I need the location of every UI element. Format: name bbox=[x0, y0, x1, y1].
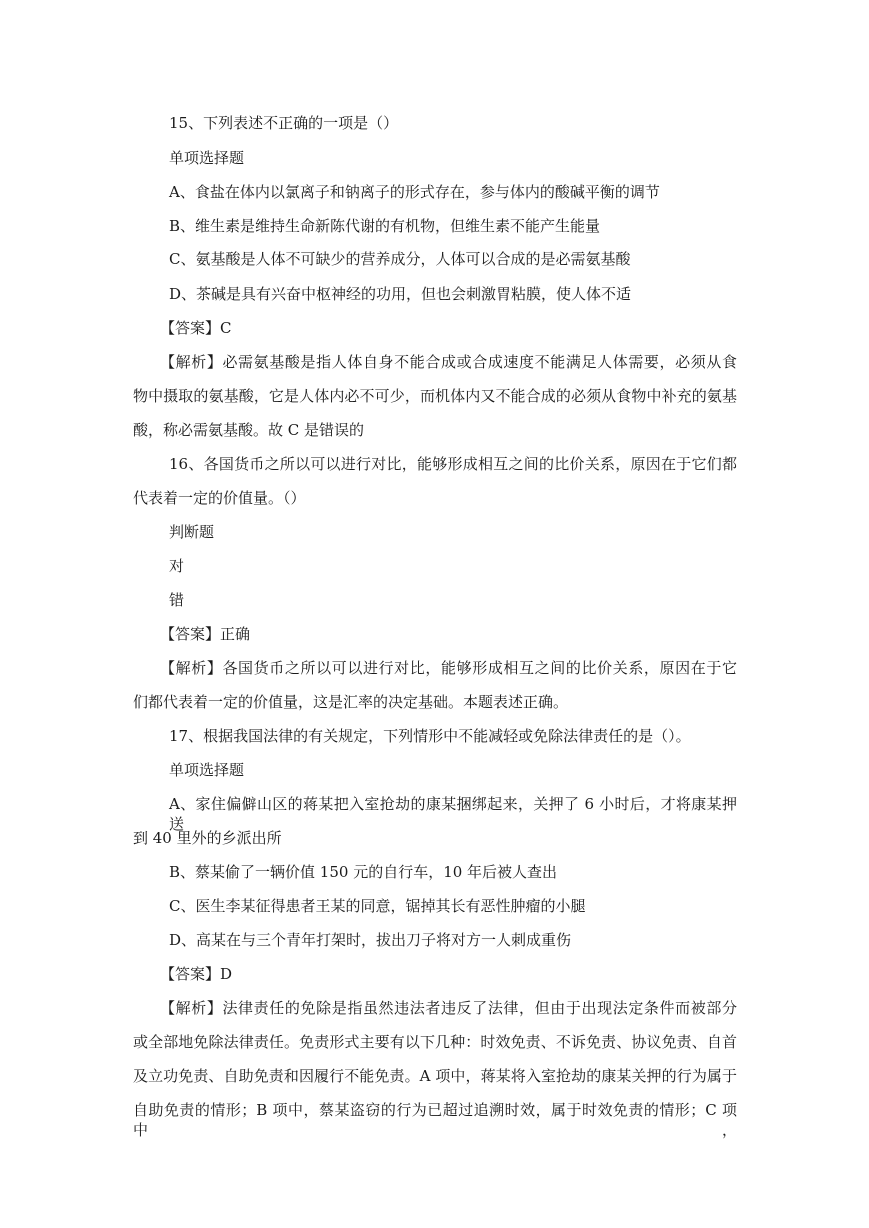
q15-analysis-line-2: 物中摄取的氨基酸，它是人体内必不可少，而机体内又不能合成的必须从食物中补充的氨基 bbox=[133, 387, 737, 405]
q16-option-false: 错 bbox=[169, 591, 185, 609]
q17-option-d: D、高某在与三个青年打架时，拔出刀子将对方一人刺成重伤 bbox=[169, 931, 572, 949]
q16-type: 判断题 bbox=[169, 523, 215, 541]
q15-option-c: C、氨基酸是人体不可缺少的营养成分，人体可以合成的是必需氨基酸 bbox=[169, 250, 631, 268]
q17-option-a-line-2: 到 40 里外的乡派出所 bbox=[133, 829, 282, 847]
q17-option-a-line-1: A、家住偏僻山区的蒋某把入室抢劫的康某捆绑起来，关押了 6 小时后，才将康某押送 bbox=[169, 795, 737, 833]
q17-type: 单项选择题 bbox=[169, 761, 245, 779]
q16-option-true: 对 bbox=[169, 557, 185, 575]
q15-analysis-line-3: 酸，称必需氨基酸。故 C 是错误的 bbox=[133, 421, 365, 439]
q17-answer: 【答案】D bbox=[160, 965, 233, 983]
q17-analysis-line-4: 自助免责的情形；B 项中，蔡某盗窃的行为已超过追溯时效，属于时效免责的情形；C 项中， bbox=[133, 1101, 737, 1139]
q16-question-line-1: 16、各国货币之所以可以进行对比，能够形成相互之间的比价关系，原因在于它们都 bbox=[169, 455, 737, 473]
q15-question: 15、下列表述不正确的一项是（） bbox=[169, 114, 399, 132]
q17-analysis-line-1: 【解析】法律责任的免除是指虽然违法者违反了法律，但由于出现法定条件而被部分 bbox=[160, 999, 737, 1017]
q17-analysis-line-3: 及立功免责、自助免责和因履行不能免责。A 项中，蒋某将入室抢劫的康某关押的行为属于 bbox=[133, 1067, 737, 1085]
q17-analysis-line-2: 或全部地免除法律责任。免责形式主要有以下几种：时效免责、不诉免责、协议免责、自首 bbox=[133, 1033, 737, 1051]
q17-option-c: C、医生李某征得患者王某的同意，锯掉其长有恶性肿瘤的小腿 bbox=[169, 897, 586, 915]
q15-analysis-line-1: 【解析】必需氨基酸是指人体自身不能合成或合成速度不能满足人体需要，必须从食 bbox=[160, 353, 737, 371]
q17-option-b: B、蔡某偷了一辆价值 150 元的自行车，10 年后被人查出 bbox=[169, 863, 558, 881]
q16-analysis-line-2: 们都代表着一定的价值量，这是汇率的决定基础。本题表述正确。 bbox=[133, 693, 569, 711]
q16-analysis-line-1: 【解析】各国货币之所以可以进行对比，能够形成相互之间的比价关系，原因在于它 bbox=[160, 659, 737, 677]
q15-option-b: B、维生素是维持生命新陈代谢的有机物，但维生素不能产生能量 bbox=[169, 217, 601, 235]
q15-option-a: A、食盐在体内以氯离子和钠离子的形式存在，参与体内的酸碱平衡的调节 bbox=[169, 183, 660, 201]
q17-question: 17、根据我国法律的有关规定，下列情形中不能减轻或免除法律责任的是（）。 bbox=[169, 727, 691, 745]
q15-option-d: D、茶碱是具有兴奋中枢神经的功用，但也会刺激胃粘膜，使人体不适 bbox=[169, 285, 632, 303]
q15-type: 单项选择题 bbox=[169, 149, 245, 167]
q16-question-line-2: 代表着一定的价值量。（） bbox=[133, 489, 306, 507]
q15-answer: 【答案】C bbox=[160, 319, 232, 337]
q16-answer: 【答案】正确 bbox=[160, 625, 251, 643]
